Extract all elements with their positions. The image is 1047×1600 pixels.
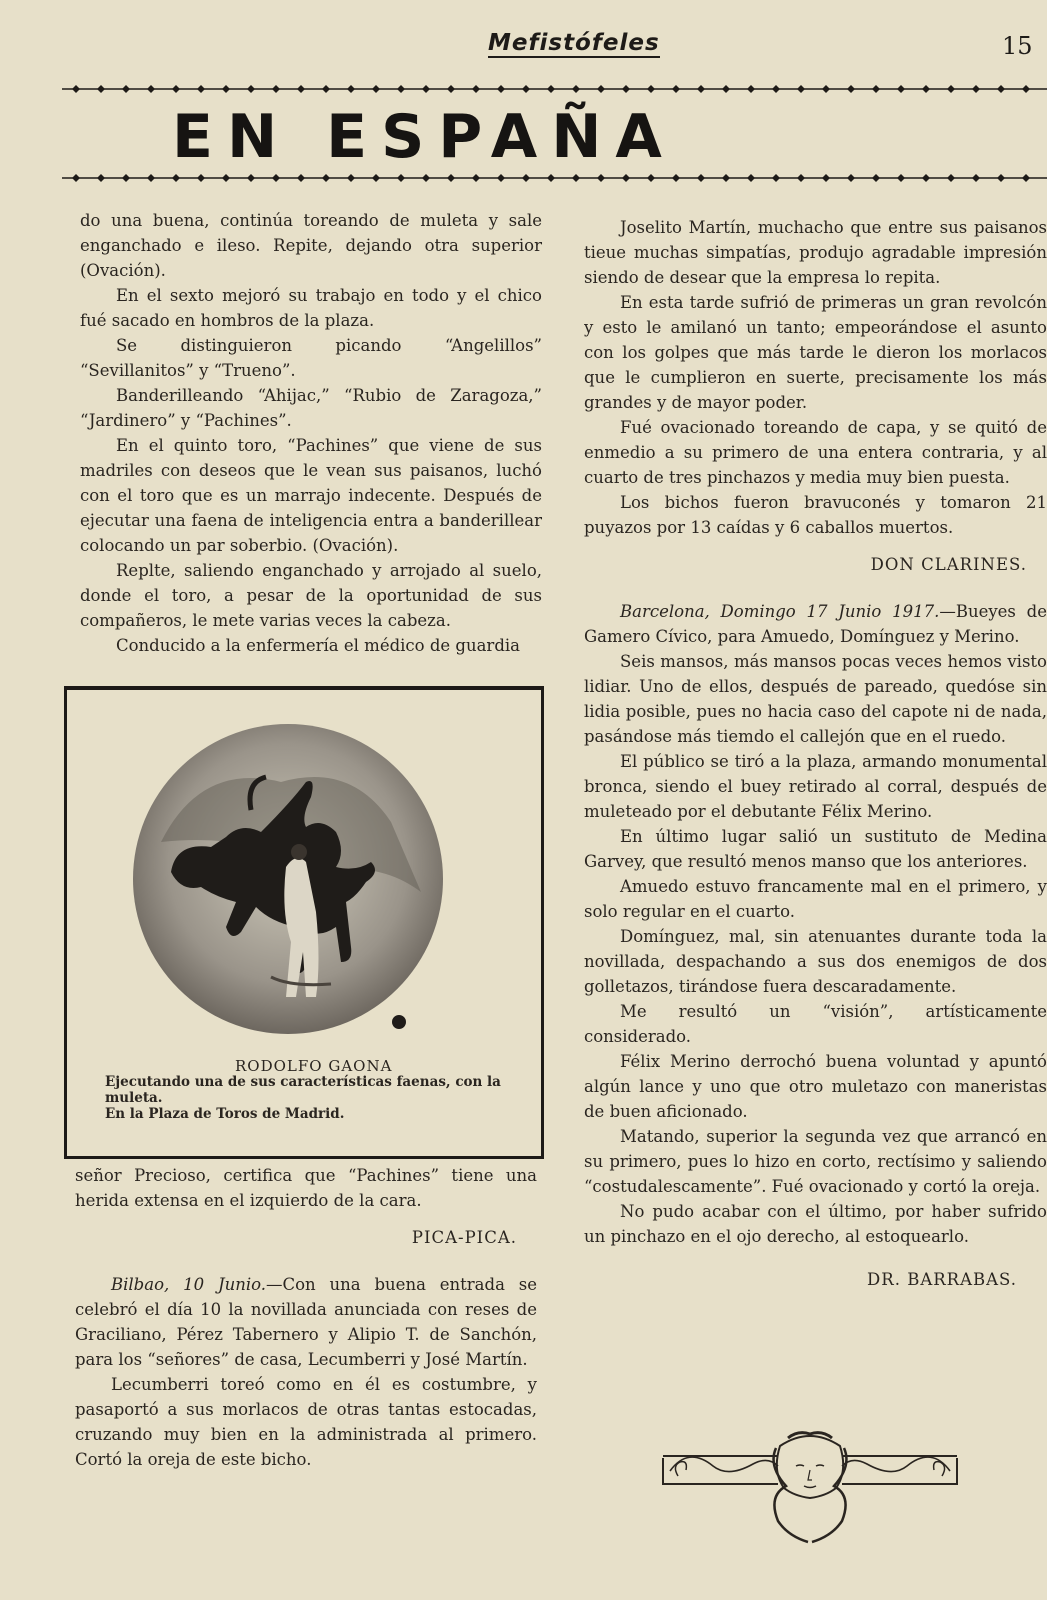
dateline: Barcelona, Domingo 17 Junio 1917. [620, 602, 940, 621]
rule-diamond [72, 174, 80, 182]
rule-diamond [197, 85, 205, 93]
rule-diamond [497, 85, 505, 93]
paragraph: Banderilleando “Ahijac,” “Rubio de Zaragoza,” “Jardinero” y “Pachines”. [80, 386, 542, 430]
rule-diamond [797, 174, 805, 182]
rule-diamond [247, 174, 255, 182]
rule-diamond [997, 174, 1005, 182]
art-nouveau-ornament-icon [658, 1426, 962, 1546]
rule-diamond [822, 174, 830, 182]
paragraph: No pudo acabar con el último, por haber sufrido un pinchazo en el ojo derecho, al estoquearlo. [584, 1202, 1047, 1246]
rule-diamond [422, 174, 430, 182]
rule-diamond [497, 174, 505, 182]
rule-diamond [872, 174, 880, 182]
rule-diamond [972, 174, 980, 182]
rule-diamond [647, 174, 655, 182]
paragraph: Joselito Martín, muchacho que entre sus paisanos tieue muchas simpatías, produjo agradable impresión siendo de desear que la empresa lo repita. [584, 218, 1047, 287]
rule-diamond [622, 174, 630, 182]
caption-line: Ejecutando una de sus características faenas, con la muleta. [105, 1074, 501, 1106]
rule-diamond [972, 85, 980, 93]
rule-diamond [97, 174, 105, 182]
rule-diamond [672, 85, 680, 93]
left-column-top [80, 208, 542, 658]
paragraph: Matando, superior la segunda vez que arrancó en su primero, pues lo hizo en corto, rectísimo y saliendo “costudalescamente”. Fué ovacionado y cortó la oreja. [584, 1127, 1047, 1196]
rule-diamond [272, 174, 280, 182]
masthead [0, 28, 1047, 68]
rule-diamond [947, 174, 955, 182]
rule-diamond [272, 85, 280, 93]
left-column-bottom [75, 1163, 537, 1472]
paragraph: Fué ovacionado toreando de capa, y se quitó de enmedio a su primero de una entera contraria, y al cuarto de tres pinchazos y media muy bien puesta. [584, 418, 1047, 487]
signature: DR. BARRABAS. [867, 1270, 1017, 1289]
rule-diamond [372, 85, 380, 93]
right-column [584, 215, 1047, 1292]
rule-diamond [197, 174, 205, 182]
paragraph: Se distinguieron picando “Angelillos” “Sevillanitos” y “Trueno”. [80, 336, 542, 380]
bullfight-photo [131, 722, 445, 1036]
paragraph: Replte, saliendo enganchado y arrojado al suelo, donde el toro, a pesar de la oportunidad de sus compañeros, le mete varias veces la cabeza. [80, 561, 542, 630]
rule-diamond [647, 85, 655, 93]
rule-diamond [772, 174, 780, 182]
photo-bottom-rule [64, 1156, 544, 1159]
rule-diamond [522, 85, 530, 93]
rule-diamond [172, 85, 180, 93]
paragraph: Lecumberri toreó como en él es costumbre, y pasaportó a sus morlacos de otras tantas estocadas, cruzando muy bien en la administrada al primero. Cortó la oreja de este bicho. [75, 1375, 537, 1469]
rule-diamond [697, 85, 705, 93]
rule-diamond [322, 85, 330, 93]
paragraph: Domínguez, mal, sin atenuantes durante toda la novillada, despachando a sus dos enemigos de dos golletazos, tirándose fuera descaradamente. [584, 927, 1047, 996]
paragraph: Los bichos fueron bravuconés y tomaron 21 puyazos por 13 caídas y 6 caballos muertos. [584, 493, 1047, 537]
paragraph-text: —Bueyes de Gamero Cívico, para Amuedo, Domínguez y Merino. [584, 602, 1047, 646]
section-headline: EN ESPAÑA [172, 102, 676, 172]
rule-diamond [322, 174, 330, 182]
paragraph: Conducido a la enfermería el médico de guardia [116, 636, 521, 655]
rule-diamond [897, 174, 905, 182]
rule-diamond [222, 85, 230, 93]
rule-diamond [597, 174, 605, 182]
rule-diamond [472, 85, 480, 93]
rule-diamond [547, 174, 555, 182]
rule-diamond [347, 85, 355, 93]
rule-diamond [222, 174, 230, 182]
paragraph: Seis mansos, más mansos pocas veces hemos visto lidiar. Uno de ellos, después de pareado, quedóse sin lidia posible, pues no hacia caso del capote ni de nada, pasándose más tiemdo el callejón que en el ruedo. [584, 652, 1047, 746]
paragraph: En esta tarde sufrió de primeras un gran revolcón y esto le amilanó un tanto; empeorándose el asunto con los golpes que más tarde le dieron los morlacos que le cumplieron en suerte, precisamente los más grandes y de mayor poder. [584, 293, 1047, 412]
paragraph: Me resultó un “visión”, artísticamente considerado. [584, 1002, 1047, 1046]
rule-diamond [597, 85, 605, 93]
rule-diamond [372, 174, 380, 182]
top-ornamental-rule [62, 84, 1047, 94]
rule-diamond [722, 85, 730, 93]
paragraph: En el sexto mejoró su trabajo en todo y el chico fué sacado en hombros de la plaza. [80, 286, 542, 330]
photo-caption [105, 1058, 535, 1122]
rule-diamond [947, 85, 955, 93]
rule-diamond [447, 174, 455, 182]
rule-diamond [297, 85, 305, 93]
rule-diamond [922, 174, 930, 182]
rule-diamond [772, 85, 780, 93]
rule-diamond [547, 85, 555, 93]
paragraph [75, 1272, 537, 1372]
rule-diamond [622, 85, 630, 93]
bottom-ornamental-rule [62, 173, 1047, 183]
rule-diamond [722, 174, 730, 182]
caption-name: RODOLFO GAONA [235, 1057, 393, 1075]
paragraph: El público se tiró a la plaza, armando monumental bronca, siendo el buey retirado al corral, después de muleteado por el debutante Félix Merino. [584, 752, 1047, 821]
paragraph: señor Precioso, certifica que “Pachines” tiene una herida extensa en el izquierdo de la cara. [75, 1166, 537, 1210]
rule-diamond [472, 174, 480, 182]
rule-diamond [697, 174, 705, 182]
rule-diamond [747, 85, 755, 93]
signature: PICA-PICA. [411, 1228, 517, 1247]
dateline: Bilbao, 10 Junio. [111, 1275, 266, 1294]
paragraph: Amuedo estuvo francamente mal en el primero, y solo regular en el cuarto. [584, 877, 1047, 921]
rule-diamond [97, 85, 105, 93]
rule-diamond [672, 174, 680, 182]
paragraph [584, 599, 1047, 649]
rule-diamond [172, 174, 180, 182]
paragraph-text: —Con una buena entrada se celebró el día 10 la novillada anunciada con reses de Graciliano, Pérez Tabernero y Alipio T. de Sanchón, para los “señores” de casa, Lecumberri y José Martín. [75, 1275, 537, 1369]
rule-diamond [897, 85, 905, 93]
caption-line: En la Plaza de Toros de Madrid. [105, 1106, 345, 1122]
rule-diamond [1022, 85, 1030, 93]
rule-diamond [397, 85, 405, 93]
rule-diamond [872, 85, 880, 93]
photo-frame [64, 686, 544, 1159]
rule-diamond [297, 174, 305, 182]
rule-diamond [147, 174, 155, 182]
rule-diamond [422, 85, 430, 93]
rule-diamond [822, 85, 830, 93]
magazine-title: Mefistófeles [488, 30, 660, 56]
page-number: 15 [1002, 32, 1033, 60]
paragraph: do una buena, continúa toreando de muleta y sale enganchado e ileso. Repite, dejando otra superior (Ovación). [80, 211, 542, 280]
rule-diamond [522, 174, 530, 182]
rule-diamond [1022, 174, 1030, 182]
paragraph: Félix Merino derrochó buena voluntad y apuntó algún lance y uno que otro muletazo con maneristas de buen aficionado. [584, 1052, 1047, 1121]
rule-diamond [247, 85, 255, 93]
signature: DON CLARINES. [870, 555, 1027, 574]
rule-diamond [72, 85, 80, 93]
rule-diamond [797, 85, 805, 93]
rule-diamond [447, 85, 455, 93]
rule-diamond [847, 85, 855, 93]
paragraph: En el quinto toro, “Pachines” que viene de sus madriles con deseos que le vean sus paisanos, luchó con el toro que es un marrajo indecente. Después de ejecutar una faena de inteligencia entra a banderillear colocando un par soberbio. (Ovación). [80, 436, 542, 555]
rule-diamond [572, 174, 580, 182]
rule-diamond [147, 85, 155, 93]
rule-diamond [997, 85, 1005, 93]
rule-diamond [122, 174, 130, 182]
rule-diamond [747, 174, 755, 182]
rule-diamond [122, 85, 130, 93]
rule-diamond [347, 174, 355, 182]
rule-diamond [397, 174, 405, 182]
rule-diamond [847, 174, 855, 182]
rule-diamond [922, 85, 930, 93]
rule-diamond [572, 85, 580, 93]
paragraph: En último lugar salió un sustituto de Medina Garvey, que resultó menos manso que los anteriores. [584, 827, 1047, 871]
